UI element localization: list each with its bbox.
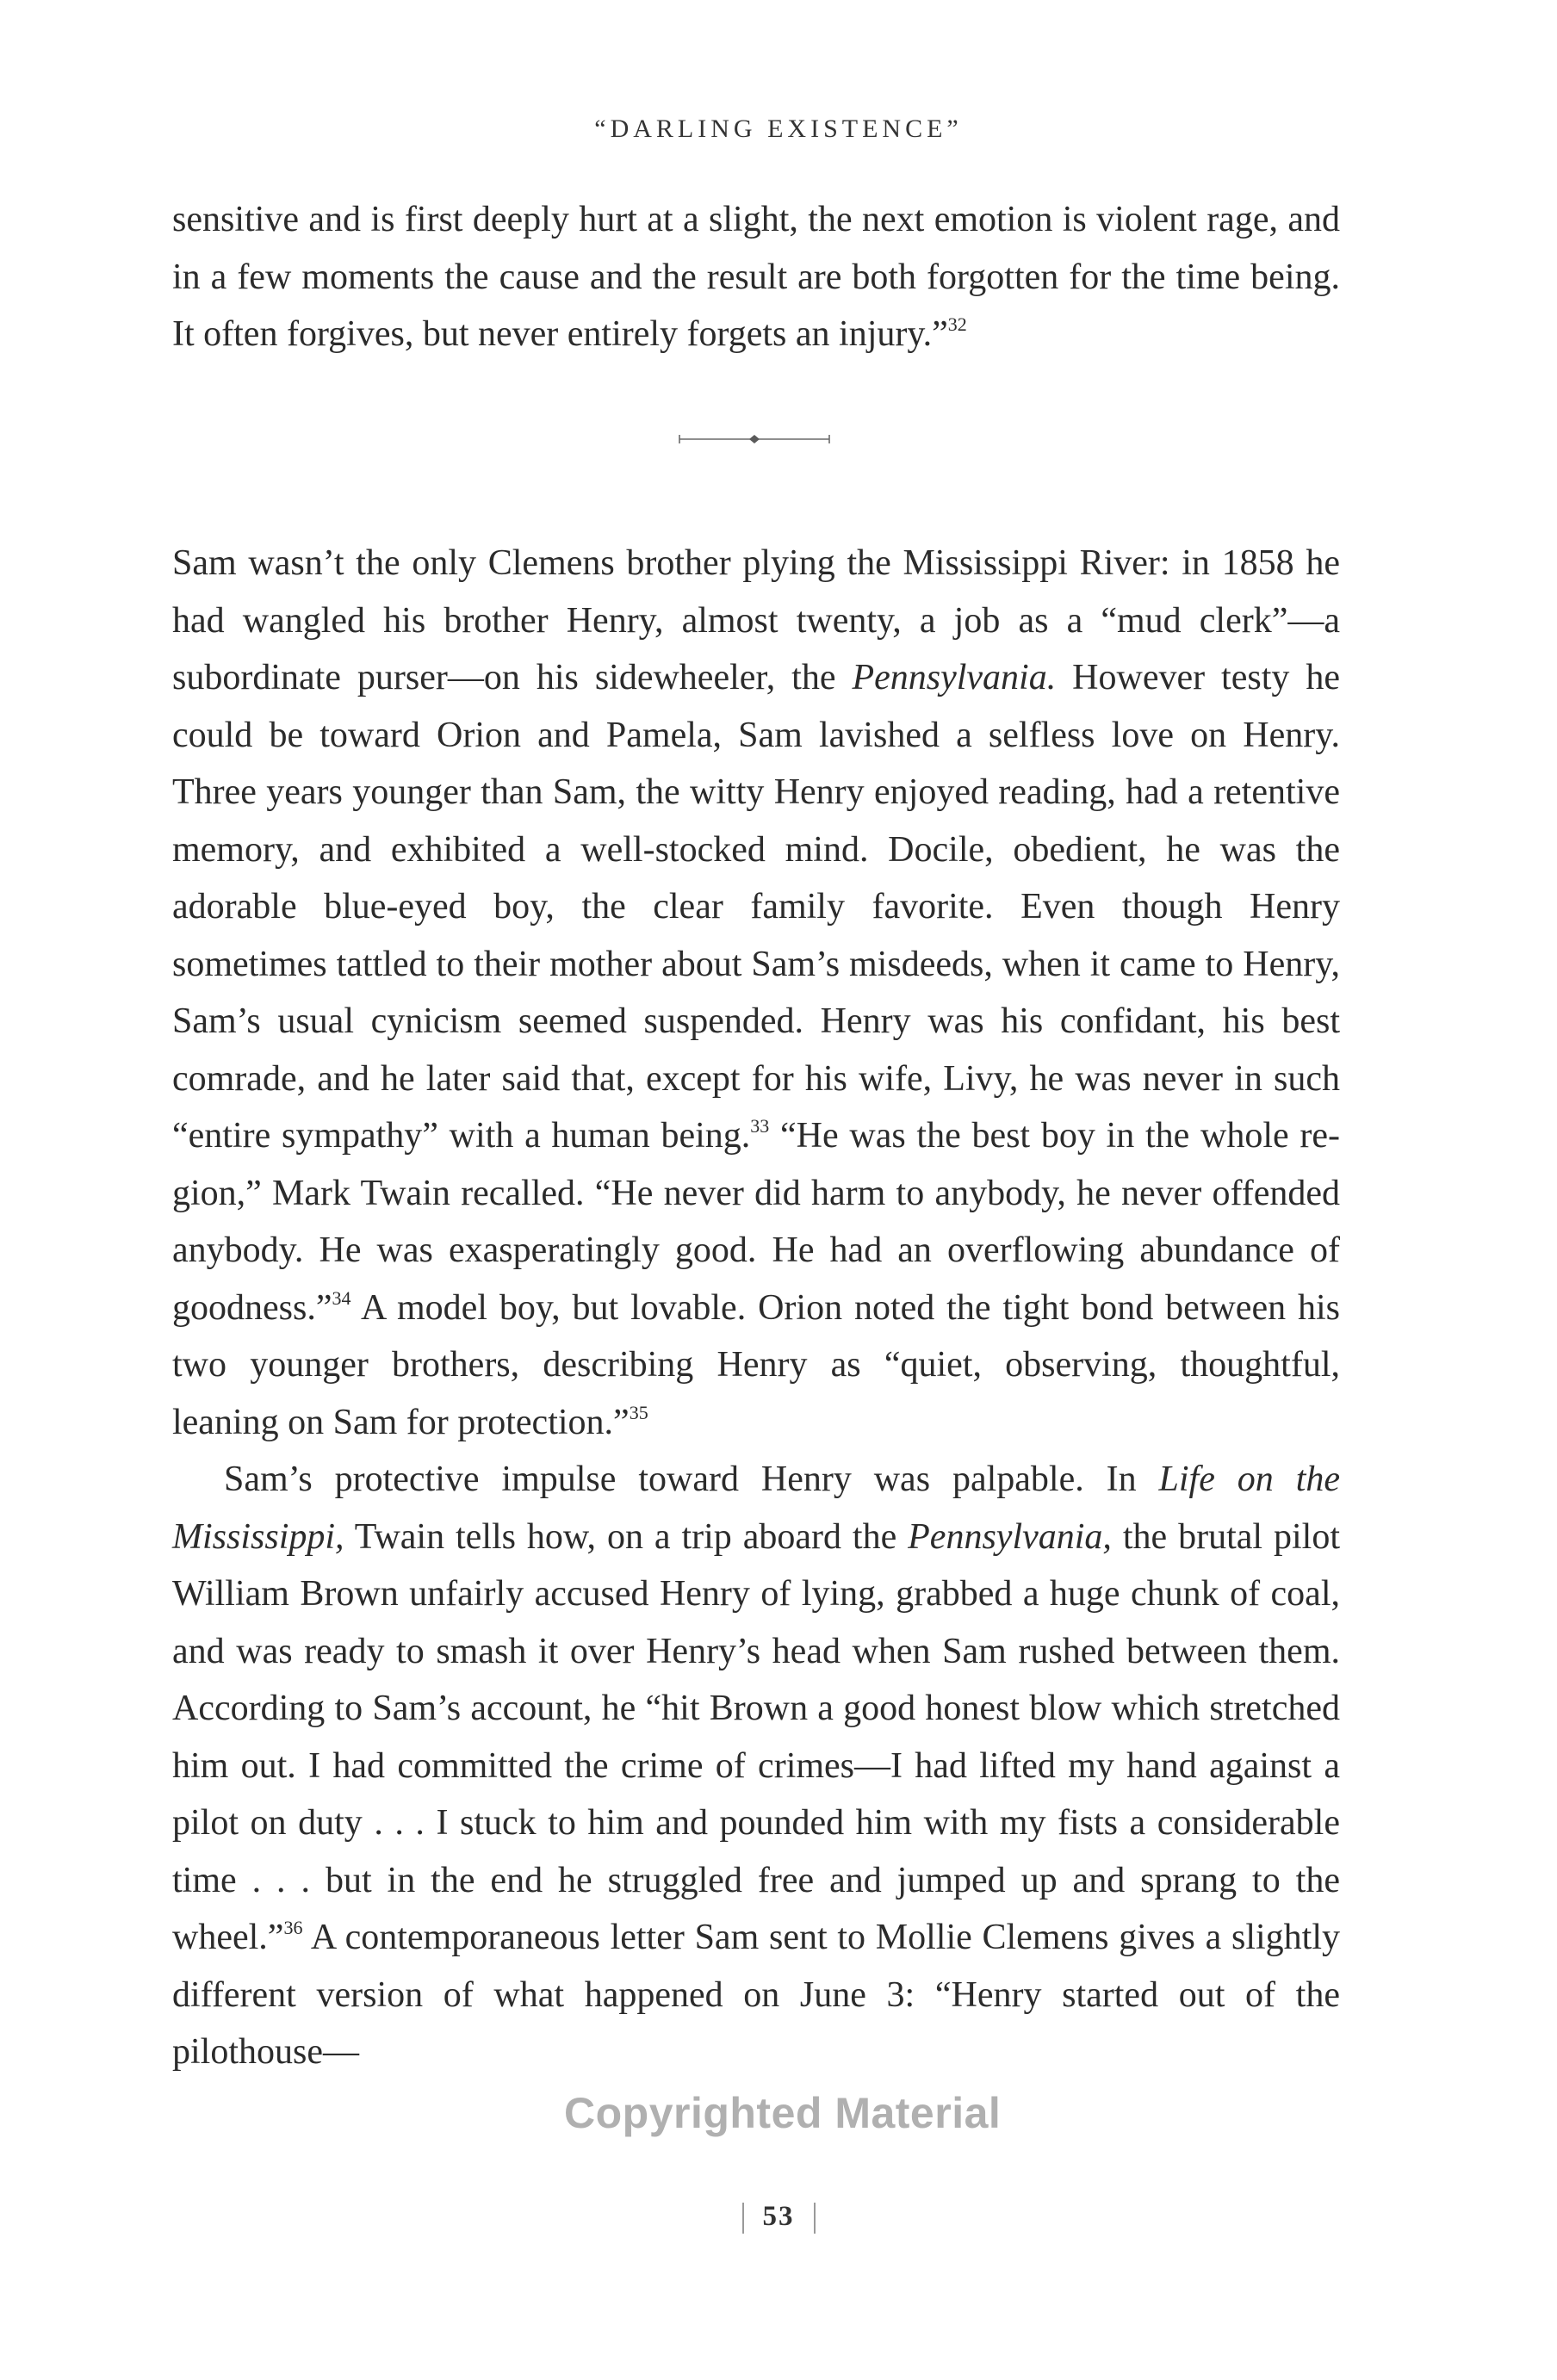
body-text-main [172, 535, 1340, 2081]
running-head: “DARLING EXISTENCE” [594, 115, 963, 143]
page-number: 53 [762, 2201, 795, 2232]
page-number-footer [0, 2201, 1557, 2234]
footnote-ref-35[interactable]: 35 [629, 1401, 648, 1423]
body-text-top [172, 191, 1340, 363]
paragraph-continued: sensitive and is first deeply hurt at a slight, the next emotion is violent rage, and in a few moments the cause and the result are both forgotten for the time being. It often forgives, but never entirely forgets an injury.”$^{32}$ [172, 200, 1340, 354]
folio-right-rule [814, 2203, 816, 2234]
copyright-watermark: Copyrighted Material [564, 2089, 1002, 2137]
paragraph-sam-henry: Sam wasn’t the only Clemens brother plying the Mississippi River: in 1858 he had wangled his brother Henry, almost twenty, a job as a “mud clerk”—a subordinate purser—on his sidewheeler, the Pennsylvania. However testy he could be toward Orion and Pamela, Sam lavished a selfless love on Henry. Three years younger than Sam, the witty Henry enjoyed reading, had a retentive memory, and exhibited a well-stocked mind. Docile, obedient, he was the adorable blue-eyed boy, the clear family favorite. Even though Henry sometimes tattled to their mother about Sam’s misdeeds, when it came to Henry, Sam’s usual cynicism seemed suspended. Henry was his confidant, his best comrade, and he later said that, except for his wife, Livy, he was never in such “entire sympathy” with a human being.$^{33}$ “He was the best boy in the whole region,” Mark Twain recalled. “He never did harm to anybody, he never offended anybody. He was exasperatingly good. He had an overflowing abundance of goodness.”$^{34}$ A model boy, but lovable. Orion noted the tight bond between his two younger brothers, describing Henry as “quiet, observing, thoughtful, leaning on Sam for protection.”$^{35}$ [172, 543, 1340, 1442]
footnote-ref-33[interactable]: 33 [750, 1115, 770, 1137]
footnote-ref-32[interactable]: 32 [947, 313, 967, 335]
footnote-ref-36[interactable]: 36 [283, 1917, 303, 1938]
paragraph-protective-impulse: Sam’s protective impulse toward Henry was palpable. In Life on the Mississippi, Twain tells how, on a trip aboard the Pennsylvania, the brutal pilot William Brown unfairly accused Henry of lying, grabbed a huge chunk of coal, and was ready to smash it over Henry’s head when Sam rushed between them. According to Sam’s account, he “hit Brown a good honest blow which stretched him out. I had committed the crime of crimes—I had lifted my hand against a pilot on duty . . . I stuck to him and pounded him with my fists a considerable time . . . but in the end he struggled free and jumped up and sprang to the wheel.”$^{36}$ A contemporaneous letter Sam sent to Mollie Clemens gives a slightly different version of what happened on June 3: “Henry started out of the pilothouse— [172, 1460, 1340, 2072]
section-break-ornament [679, 429, 830, 449]
footnote-ref-34[interactable]: 34 [332, 1286, 351, 1309]
folio-left-rule [742, 2203, 744, 2234]
